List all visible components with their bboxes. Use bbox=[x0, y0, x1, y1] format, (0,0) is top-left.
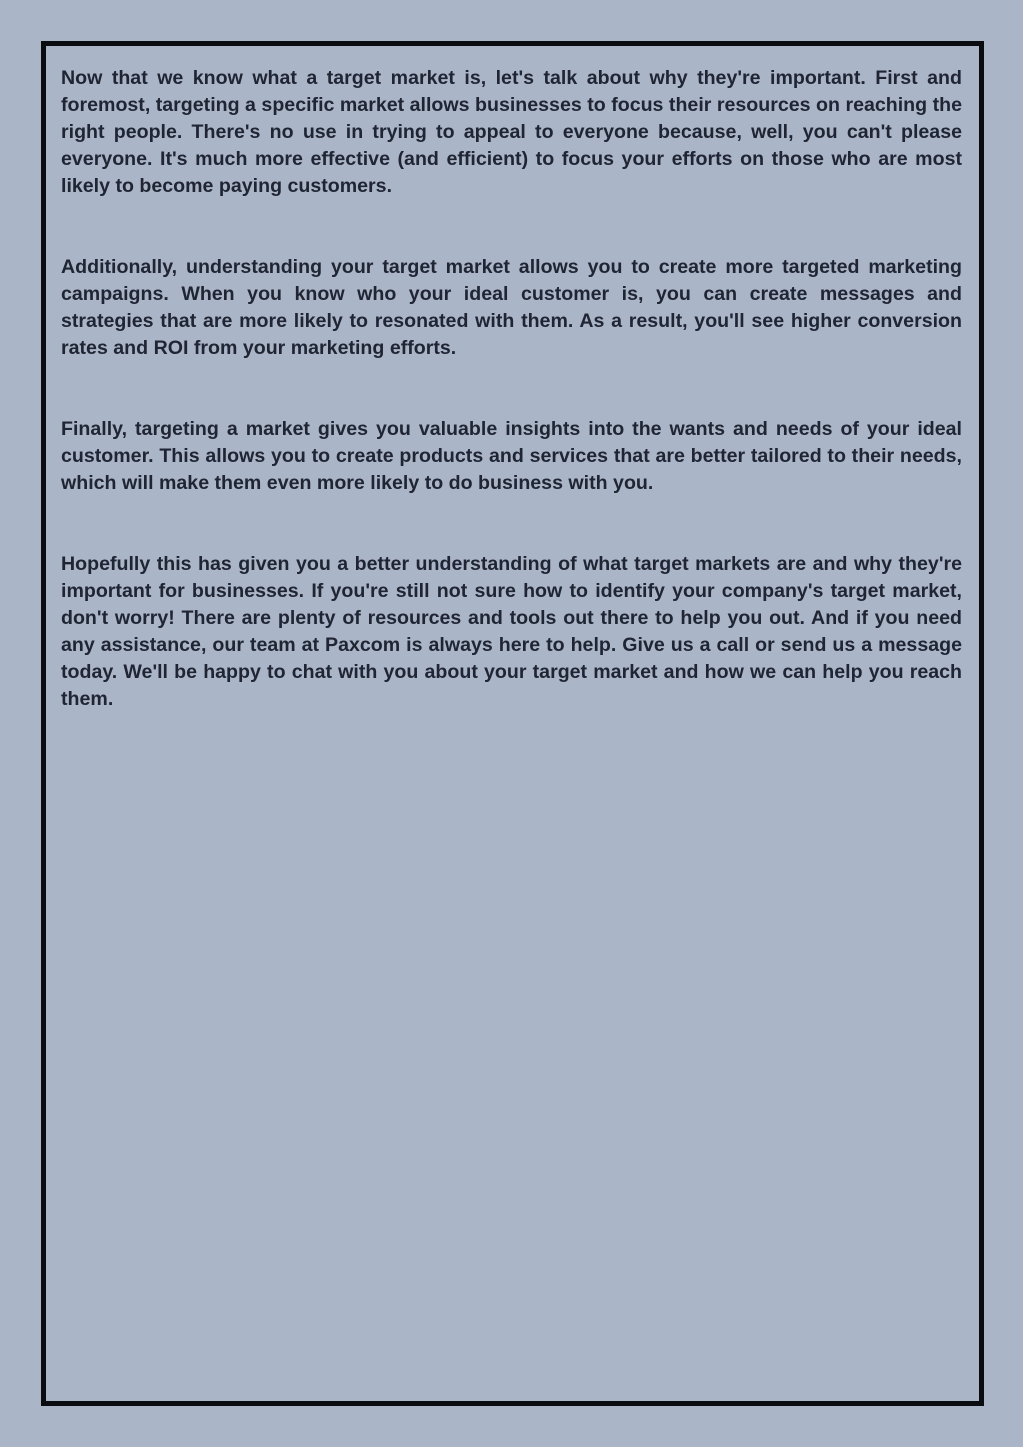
paragraph-why-important: Now that we know what a target market is, let's talk about why they're important. First and foremost, targeting a specific market allows businesses to focus their resources on reaching the right people. There's no use in trying to appeal to everyone because, well, you can't please everyone. It's much more effective (and efficient) to focus your efforts on those who are most likely to become paying customers. bbox=[61, 67, 962, 197]
document-frame bbox=[41, 41, 984, 1406]
paragraph-spacer bbox=[61, 497, 962, 551]
paragraph-spacer bbox=[61, 362, 962, 416]
paragraph-customer-insights: Finally, targeting a market gives you valuable insights into the wants and needs of your ideal customer. This allows you to create products and services that are better tailored to their needs, which will make them even more likely to do business with you. bbox=[61, 418, 962, 494]
paragraph-targeted-campaigns: Additionally, understanding your target market allows you to create more targeted marketing campaigns. When you know who your ideal customer is, you can create messages and strategies that are more likely to resonated with them. As a result, you'll see higher conversion rates and ROI from your marketing efforts. bbox=[61, 256, 962, 359]
document-body bbox=[61, 65, 962, 713]
paragraph-conclusion: Hopefully this has given you a better understanding of what target markets are and why they're important for businesses. If you're still not sure how to identify your company's target market, don't worry! There are plenty of resources and tools out there to help you out. And if you need any assistance, our team at Paxcom is always here to help. Give us a call or send us a message today. We'll be happy to chat with you about your target market and how we can help you reach them. bbox=[61, 553, 962, 710]
paragraph-spacer bbox=[61, 200, 962, 254]
